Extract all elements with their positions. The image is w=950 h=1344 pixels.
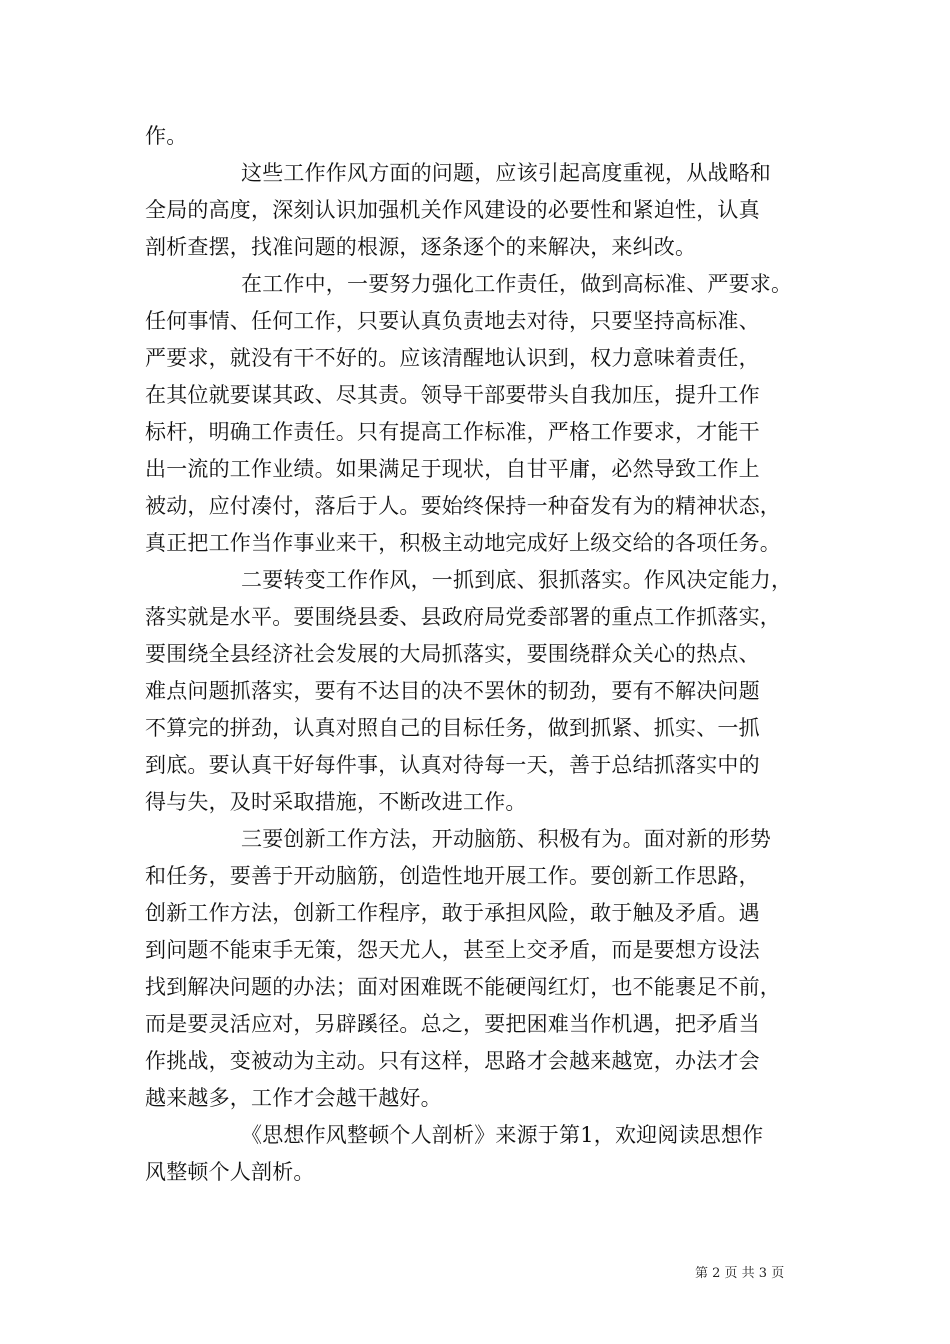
text-line: 落实就是水平。要围绕县委、县政府局党委部署的重点工作抓落实， <box>145 605 781 629</box>
text-line: 剖析查摆，找准问题的根源，逐条逐个的来解决，来纠改。 <box>145 235 697 259</box>
text-line: 和任务，要善于开动脑筋，创造性地开展工作。要创新工作思路， <box>145 864 760 888</box>
text-line: 标杆，明确工作责任。只有提高工作标准，严格工作要求，才能干 <box>145 420 760 444</box>
text-line: 任何事情、任何工作，只要认真负责地去对待，只要坚持高标准、 <box>145 309 760 333</box>
text-line: 严要求，就没有干不好的。应该清醒地认识到，权力意味着责任， <box>145 346 760 370</box>
text-line: 出一流的工作业绩。如果满足于现状，自甘平庸，必然导致工作上 <box>145 457 760 481</box>
text-line: 真正把工作当作事业来干，积极主动地完成好上级交给的各项任务。 <box>145 531 781 555</box>
paragraph-first-line: 《思想作风整顿个人剖析》来源于第1，欢迎阅读思想作 <box>241 1123 764 1147</box>
text-line: 得与失，及时采取措施，不断改进工作。 <box>145 790 527 814</box>
text-line: 难点问题抓落实，要有不达目的决不罢休的韧劲，要有不解决问题 <box>145 679 760 703</box>
paragraph-first-line: 这些工作作风方面的问题，应该引起高度重视，从战略和 <box>241 161 771 185</box>
text-line: 不算完的拼劲，认真对照自己的目标任务，做到抓紧、抓实、一抓 <box>145 716 760 740</box>
text-line: 在其位就要谋其政、尽其责。领导干部要带头自我加压，提升工作 <box>145 383 760 407</box>
paragraph-first-line: 三要创新工作方法，开动脑筋、积极有为。面对新的形势 <box>241 827 771 851</box>
text-line: 作。 <box>145 124 188 148</box>
paragraph-first-line: 在工作中，一要努力强化工作责任，做到高标准、严要求。 <box>241 272 793 296</box>
text-line: 到问题不能束手无策，怨天尤人，甚至上交矛盾，而是要想方设法 <box>145 938 760 962</box>
text-line: 作挑战，变被动为主动。只有这样，思路才会越来越宽，办法才会 <box>145 1049 760 1073</box>
text-line: 到底。要认真干好每件事，认真对待每一天，善于总结抓落实中的 <box>145 753 760 777</box>
text-line: 被动，应付凑付，落后于人。要始终保持一种奋发有为的精神状态， <box>145 494 781 518</box>
text-line: 而是要灵活应对，另辟蹊径。总之，要把困难当作机遇，把矛盾当 <box>145 1012 760 1036</box>
text-line: 要围绕全县经济社会发展的大局抓落实，要围绕群众关心的热点、 <box>145 642 760 666</box>
page-number: 第 2 页 共 3 页 <box>695 1266 785 1281</box>
paragraph-first-line: 二要转变工作作风，一抓到底、狠抓落实。作风决定能力， <box>241 568 793 592</box>
text-line: 创新工作方法，创新工作程序，敢于承担风险，敢于触及矛盾。遇 <box>145 901 760 925</box>
text-line: 全局的高度，深刻认识加强机关作风建设的必要性和紧迫性，认真 <box>145 198 760 222</box>
text-line: 找到解决问题的办法；面对困难既不能硬闯红灯，也不能裹足不前， <box>145 975 781 999</box>
text-line: 越来越多，工作才会越干越好。 <box>145 1086 442 1110</box>
text-line: 风整顿个人剖析。 <box>145 1160 315 1184</box>
